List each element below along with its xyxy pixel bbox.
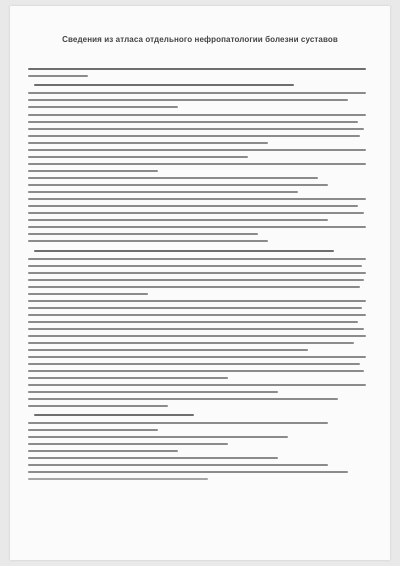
text-line bbox=[28, 272, 366, 274]
text-line bbox=[28, 135, 360, 137]
section-heading-line bbox=[34, 84, 294, 86]
text-line bbox=[28, 471, 348, 473]
text-line bbox=[28, 198, 366, 200]
text-line bbox=[28, 286, 360, 288]
text-line bbox=[28, 398, 338, 400]
text-line bbox=[28, 377, 228, 379]
text-line bbox=[28, 300, 366, 302]
text-line bbox=[28, 321, 358, 323]
text-line bbox=[28, 265, 362, 267]
text-line bbox=[28, 293, 148, 295]
text-line bbox=[28, 349, 308, 351]
text-line bbox=[28, 478, 208, 480]
document-title: Сведения из атласа отдельного нефропатологии болезни суставов bbox=[62, 35, 338, 44]
text-line bbox=[28, 457, 278, 459]
text-line bbox=[28, 212, 364, 214]
text-line bbox=[28, 142, 268, 144]
text-line bbox=[28, 328, 364, 330]
text-line bbox=[28, 335, 366, 337]
text-line bbox=[28, 363, 360, 365]
text-line bbox=[28, 114, 366, 116]
text-line bbox=[28, 128, 364, 130]
text-line bbox=[28, 177, 318, 179]
text-line bbox=[28, 233, 258, 235]
text-line bbox=[28, 205, 358, 207]
text-line bbox=[28, 121, 358, 123]
text-line bbox=[28, 436, 288, 438]
text-line bbox=[28, 75, 88, 77]
text-line bbox=[28, 163, 366, 165]
text-line bbox=[28, 429, 158, 431]
text-line bbox=[28, 391, 278, 393]
text-line bbox=[28, 307, 362, 309]
text-line bbox=[28, 422, 328, 424]
text-line bbox=[28, 279, 364, 281]
text-line bbox=[28, 450, 178, 452]
text-line bbox=[28, 356, 366, 358]
text-line bbox=[28, 219, 328, 221]
text-line bbox=[28, 191, 298, 193]
text-line bbox=[28, 443, 228, 445]
section-heading-line bbox=[28, 68, 366, 70]
text-line bbox=[28, 92, 366, 94]
text-line bbox=[28, 342, 354, 344]
text-line bbox=[28, 156, 248, 158]
text-line bbox=[28, 184, 328, 186]
text-line bbox=[28, 149, 366, 151]
text-line bbox=[28, 464, 328, 466]
text-line bbox=[28, 226, 366, 228]
text-line bbox=[28, 106, 178, 108]
section-heading-line bbox=[34, 250, 334, 252]
text-line bbox=[28, 405, 168, 407]
document-page bbox=[10, 6, 390, 560]
text-line bbox=[28, 370, 364, 372]
text-line bbox=[28, 170, 158, 172]
text-line bbox=[28, 384, 366, 386]
text-line bbox=[28, 258, 366, 260]
section-heading-line bbox=[34, 414, 194, 416]
text-line bbox=[28, 240, 268, 242]
text-line bbox=[28, 314, 366, 316]
text-line bbox=[28, 99, 348, 101]
